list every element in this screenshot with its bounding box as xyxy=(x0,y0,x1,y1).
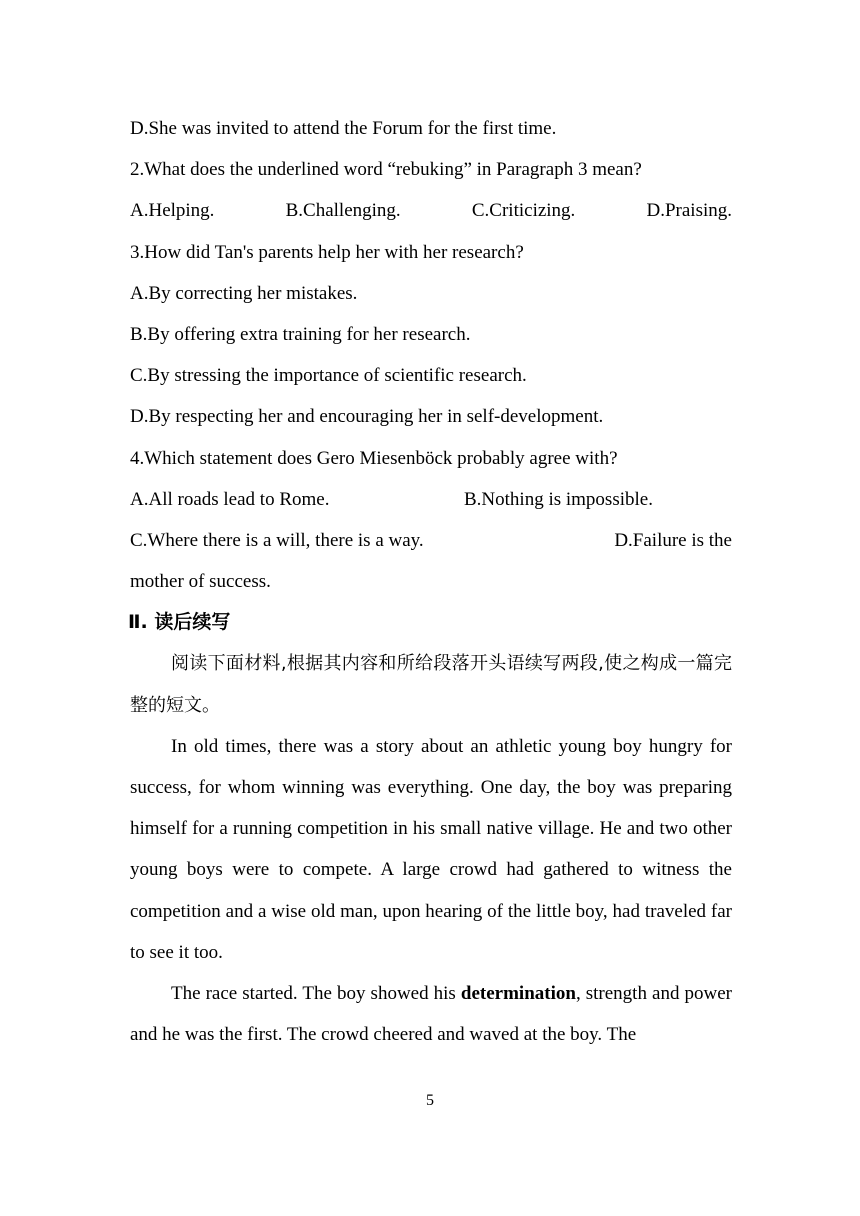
q2-options xyxy=(130,190,732,231)
q4-option-b: B.Nothing is impossible. xyxy=(464,488,653,510)
q2-stem: 2.What does the underlined word “rebuking” in Paragraph 3 mean? xyxy=(130,159,642,181)
q2-option-d: D.Praising. xyxy=(646,200,732,222)
q4-option-a: A.All roads lead to Rome. xyxy=(130,488,330,510)
story-paragraph-2-start: The race started. The boy showed his xyxy=(171,983,461,1005)
q2-option-a: A.Helping. xyxy=(130,200,215,222)
story-bold-word: determination xyxy=(460,983,576,1005)
page-number: 5 xyxy=(426,1092,434,1109)
story-paragraph-1: In old times, there was a story about an athletic young boy hungry for success, for whom winning was everything. One day, the boy was preparing himself for a running competition in his small native village. He and two other young boys were to compete. A large crowd had gathered to witness the competition and a wise old man, upon hearing of the little boy, had traveled far to see it too. xyxy=(130,735,732,963)
story-paragraph-2-end: , strength and power and he was the first. The crowd cheered and waved at the boy. The xyxy=(130,983,732,1046)
document-page xyxy=(130,108,732,1055)
q4-stem: 4.Which statement does Gero Miesenböck probably agree with? xyxy=(130,447,618,469)
q3-option-a: A.By correcting her mistakes. xyxy=(130,282,358,304)
q3-option-c: C.By stressing the importance of scientific research. xyxy=(130,365,527,387)
q4-options-row2 xyxy=(130,520,732,561)
q1-option-d: D.She was invited to attend the Forum for the first time. xyxy=(130,118,557,139)
q4-option-d-part2: mother of success. xyxy=(130,571,271,593)
q4-option-c: C.Where there is a will, there is a way. xyxy=(130,529,424,551)
q2-option-c: C.Criticizing. xyxy=(471,200,576,222)
q4-options-row1 xyxy=(130,479,732,520)
section-instruction: 阅读下面材料,根据其内容和所给段落开头语续写两段,使之构成一篇完整的短文。 xyxy=(130,653,732,716)
q2-option-b: B.Challenging. xyxy=(285,200,401,222)
section-heading: Ⅱ. 读后续写 xyxy=(128,611,231,634)
q3-option-d: D.By respecting her and encouraging her in self-development. xyxy=(130,406,604,428)
q4-option-d-part1: D.Failure is the xyxy=(614,529,732,551)
q3-stem: 3.How did Tan's parents help her with her research? xyxy=(130,241,524,263)
story-paragraph-2 xyxy=(130,973,732,1055)
q3-option-b: B.By offering extra training for her research. xyxy=(130,323,471,345)
